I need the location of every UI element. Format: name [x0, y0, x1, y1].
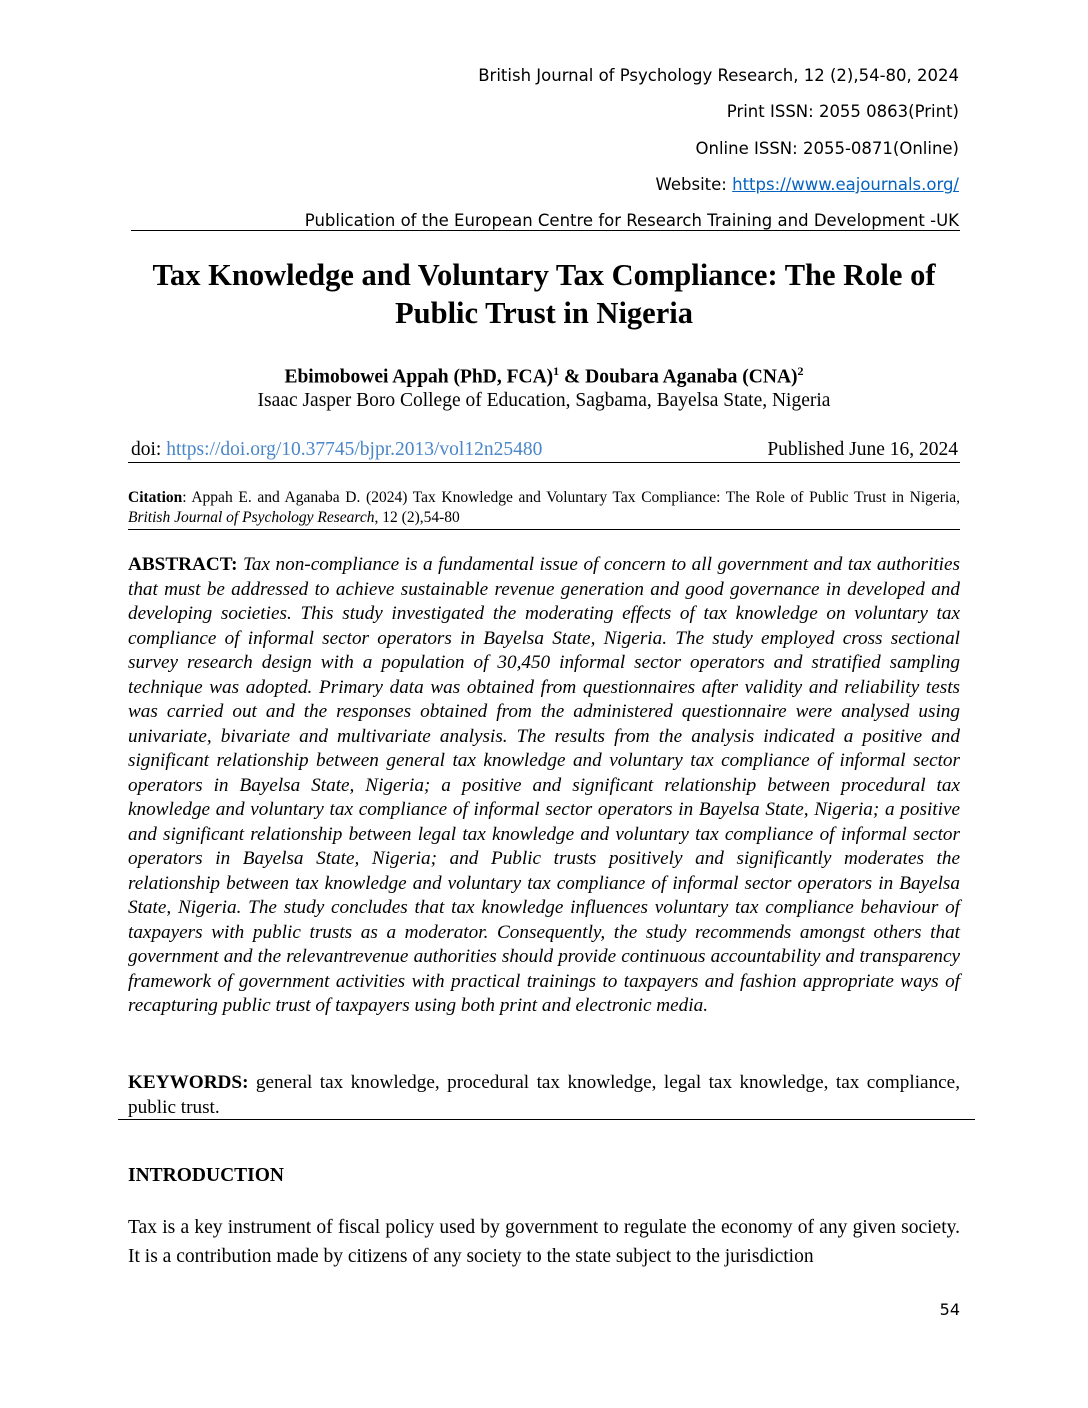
abstract-label: ABSTRACT:	[128, 554, 243, 575]
article-title: Tax Knowledge and Voluntary Tax Compliance: The Role of Public Trust in Nigeria	[152, 258, 936, 330]
doi-divider	[128, 462, 960, 463]
doi-link[interactable]: https://doi.org/10.37745/bjpr.2013/vol12n25480	[166, 439, 543, 460]
citation-label: Citation	[128, 489, 183, 506]
publication-line: Publication of the European Centre for Research Training and Development -UK	[304, 211, 959, 230]
abstract-text: Tax non-compliance is a fundamental issue of concern to all government and tax authorities that must be addressed to achieve sustainable revenue generation and good governance in developed and developing societies. This study investigated the moderating effects of tax knowledge on voluntary tax compliance of informal sector operators in Bayelsa State, Nigeria. The study employed cross sectional survey research design with a population of 30,450 informal sector operators and stratified sampling technique was adopted. Primary data was obtained from questionnaires after validity and reliability tests was carried out and the responses obtained from the administered questionnaire were analysed using univariate, bivariate and multivariate analysis. The results from the analysis indicated a positive and significant relationship between general tax knowledge and voluntary tax compliance of informal sector operators in Bayelsa State, Nigeria; a positive and significant relationship between procedural tax knowledge and voluntary tax compliance of informal sector operators in Bayelsa State, Nigeria; a positive and significant relationship between legal tax knowledge and voluntary tax compliance of informal sector operators in Bayelsa State, Nigeria; and Public trusts positively and significantly moderates the relationship between tax knowledge and voluntary tax compliance of informal sector operators in Bayelsa State, Nigeria. The study concludes that tax knowledge influences voluntary tax compliance behaviour of taxpayers with public trusts as a moderator. Consequently, the study recommends amongst others that government and the relevantrevenue authorities should provide continuous accountability and transparency framework of government activities with practical trainings to taxpayers and fashion appropriate ways of recapturing public trust of taxpayers using both print and electronic media.	[128, 554, 960, 1016]
doi-line	[131, 439, 542, 461]
affiliation: Isaac Jasper Boro College of Education, Sagbama, Bayelsa State, Nigeria	[257, 390, 831, 411]
citation-journal: British Journal of Psychology Research	[128, 509, 375, 526]
keywords-label: KEYWORDS:	[128, 1072, 256, 1093]
website-line	[656, 175, 959, 195]
author-2-affil-mark: 2	[797, 364, 804, 378]
keywords-text: general tax knowledge, procedural tax knowledge, legal tax knowledge, tax compliance, public trust.	[128, 1072, 960, 1118]
print-issn: Print ISSN: 2055 0863(Print)	[726, 102, 959, 121]
citation-block	[128, 488, 960, 528]
authors-line	[120, 364, 968, 389]
online-issn: Online ISSN: 2055-0871(Online)	[695, 139, 959, 158]
published-date: Published June 16, 2024	[767, 439, 958, 460]
author-1: Ebimobowei Appah (PhD, FCA)	[284, 366, 554, 388]
keywords-divider	[118, 1119, 975, 1120]
introduction-paragraph: Tax is a key instrument of fiscal policy used by government to regulate the economy of any given society. It is a contribution made by citizens of any society to the state subject to the jurisdiction	[128, 1217, 960, 1267]
author-1-affil-mark: 1	[553, 364, 560, 378]
abstract	[128, 553, 960, 1019]
page-number: 54	[939, 1300, 960, 1319]
citation-text-a: : Appah E. and Aganaba D. (2024) Tax Knowledge and Voluntary Tax Compliance: The Role of Public Trust in Nigeria,	[182, 489, 960, 506]
citation-text-b: , 12 (2),54-80	[374, 509, 460, 526]
citation-divider	[128, 529, 960, 530]
author-2: Doubara Aganaba (CNA)	[585, 366, 798, 388]
section-heading-introduction: INTRODUCTION	[128, 1165, 285, 1186]
journal-line: British Journal of Psychology Research, 12 (2),54-80, 2024	[478, 66, 959, 85]
website-label: Website:	[655, 175, 733, 194]
website-link[interactable]: https://www.eajournals.org/	[732, 175, 959, 194]
keywords	[128, 1071, 960, 1120]
author-separator: &	[559, 366, 586, 388]
doi-label: doi:	[131, 439, 167, 460]
